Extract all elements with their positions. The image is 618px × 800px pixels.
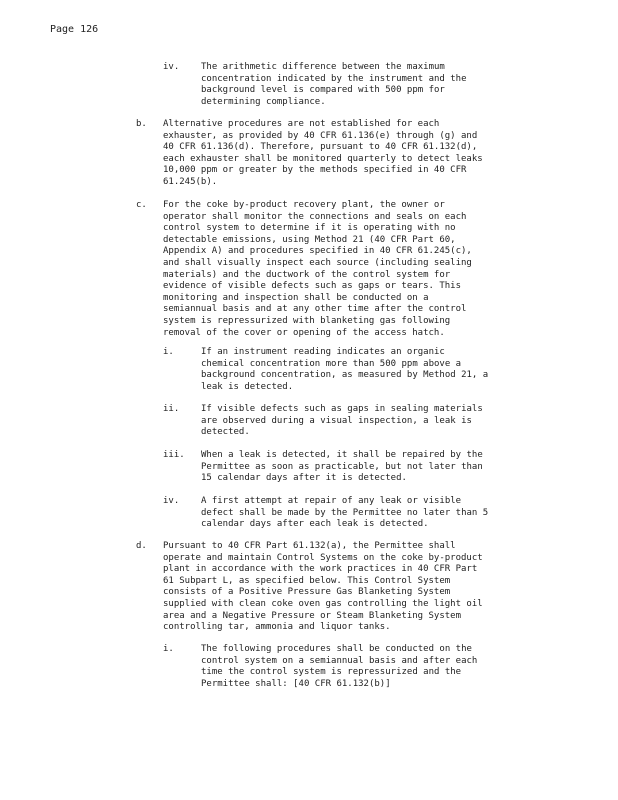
text-line: operate and maintain Control Systems on the coke by-product	[163, 552, 483, 563]
item-d-text	[163, 541, 483, 634]
text-line: determining compliance.	[201, 96, 326, 107]
text-line: and shall visually inspect each source (including sealing	[163, 257, 472, 268]
item-marker-c: c.	[136, 200, 147, 210]
text-line: calendar days after each leak is detected.	[201, 519, 429, 530]
item-marker-c-ii: ii.	[163, 404, 180, 414]
item-b-text	[163, 119, 483, 189]
text-line: 10,000 ppm or greater by the methods specified in 40 CFR	[163, 165, 467, 176]
item-c-iv-text	[201, 496, 488, 531]
text-line: area and a Negative Pressure or Steam Blanketing System	[163, 610, 462, 621]
item-marker-iv-a: iv.	[163, 62, 180, 72]
item-marker-c-iii: iii.	[163, 450, 185, 460]
text-line: Appendix A) and procedures specified in 40 CFR 61.245(c),	[163, 246, 472, 257]
text-line: background level is compared with 500 ppm for	[201, 85, 445, 96]
text-line: If visible defects such as gaps in sealing materials	[201, 404, 483, 414]
text-line: When a leak is detected, it shall be repaired by the	[201, 450, 483, 460]
text-line: Alternative procedures are not established for each	[163, 119, 440, 129]
item-c-i-text	[201, 347, 488, 393]
text-line: 15 calendar days after it is detected.	[201, 473, 407, 484]
item-marker-d: d.	[136, 541, 147, 551]
text-line: The arithmetic difference between the maximum	[201, 62, 445, 72]
text-line: Pursuant to 40 CFR Part 61.132(a), the Permittee shall	[163, 541, 456, 551]
text-line: background concentration, as measured by Method 21, a	[201, 370, 489, 381]
item-marker-c-iv: iv.	[163, 496, 180, 506]
item-marker-d-i: i.	[163, 644, 174, 654]
text-line: time the control system is repressurized and the	[201, 667, 462, 678]
text-line: control system on a semiannual basis and after each	[201, 655, 478, 666]
text-line: detected.	[201, 427, 250, 438]
text-line: removal of the cover or opening of the access hatch.	[163, 327, 445, 338]
item-marker-b: b.	[136, 119, 147, 129]
text-line: each exhauster shall be monitored quarterly to detect leaks	[163, 153, 483, 164]
text-line: system is repressurized with blanketing gas following	[163, 315, 451, 326]
text-line: A first attempt at repair of any leak or visible	[201, 496, 462, 506]
text-line: controlling tar, ammonia and liquor tanks.	[163, 622, 391, 633]
text-line: defect shall be made by the Permittee no later than 5	[201, 507, 489, 518]
text-line: chemical concentration more than 500 ppm above a	[201, 358, 462, 369]
text-line: supplied with clean coke oven gas controlling the light oil	[163, 598, 483, 609]
text-line: operator shall monitor the connections and seals on each	[163, 211, 467, 222]
text-line: leak is detected.	[201, 381, 294, 392]
text-line: materials) and the ductwork of the control system for	[163, 269, 451, 280]
page-number: Page 126	[50, 24, 99, 35]
text-line: are observed during a visual inspection, a leak is	[201, 415, 472, 426]
item-c-text	[163, 200, 472, 339]
text-line: semiannual basis and at any other time after the control	[163, 304, 467, 315]
item-c-ii-text	[201, 404, 483, 439]
text-line: exhauster, as provided by 40 CFR 61.136(e) through (g) and	[163, 130, 478, 141]
text-line: If an instrument reading indicates an organic	[201, 347, 445, 357]
text-line: evidence of visible defects such as gaps or tears. This	[163, 281, 462, 292]
item-c-iii-text	[201, 450, 483, 485]
item-marker-c-i: i.	[163, 347, 174, 357]
text-line: monitoring and inspection shall be conducted on a	[163, 292, 429, 303]
text-line: 61.245(b).	[163, 176, 218, 187]
text-line: Permittee as soon as practicable, but not later than	[201, 461, 483, 472]
text-line: 61 Subpart L, as specified below. This Control System	[163, 575, 451, 586]
text-line: Permittee shall: [40 CFR 61.132(b)]	[201, 678, 391, 689]
text-line: detectable emissions, using Method 21 (40 CFR Part 60,	[163, 234, 456, 245]
item-iv-a-text	[201, 62, 467, 108]
text-line: 40 CFR 61.136(d). Therefore, pursuant to 40 CFR 61.132(d),	[163, 142, 478, 153]
text-line: consists of a Positive Pressure Gas Blanketing System	[163, 587, 451, 598]
text-line: For the coke by-product recovery plant, the owner or	[163, 200, 445, 210]
item-d-i-text	[201, 644, 477, 690]
text-line: The following procedures shall be conducted on the	[201, 644, 472, 654]
text-line: control system to determine if it is operating with no	[163, 223, 456, 234]
text-line: plant in accordance with the work practices in 40 CFR Part	[163, 564, 478, 575]
text-line: concentration indicated by the instrument and the	[201, 73, 467, 84]
